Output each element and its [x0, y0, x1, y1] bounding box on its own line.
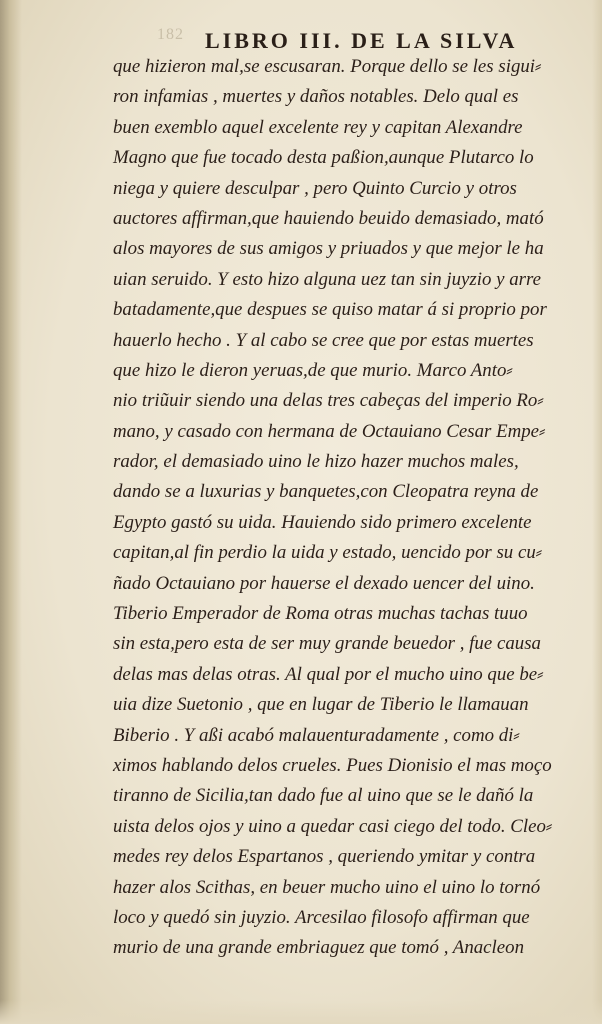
page-bottom-edge — [0, 1000, 602, 1024]
text-line: hauerlo hecho . Y al cabo se cree que por estas muertes — [113, 329, 534, 351]
text-line: hazer alos Scithas, en beuer mucho uino el uino lo tornó — [113, 876, 541, 898]
text-line: uista delos ojos y uino a quedar casi ciego del todo. Cleo⸗ — [113, 815, 553, 837]
text-line: buen exemblo aquel excelente rey y capitan Alexandre — [113, 116, 523, 138]
text-line: ron infamias , muertes y daños notables. Delo qual es — [113, 86, 519, 108]
text-line: Biberio . Y aßi acabó malauenturadamente , como di⸗ — [113, 724, 520, 746]
text-line: alos mayores de sus amigos y priuados y que mejor le ha — [113, 238, 544, 260]
text-line: mano, y casado con hermana de Octauiano Cesar Empe⸗ — [113, 420, 546, 442]
text-line: que hizieron mal,se escusaran. Porque dello se les sigui⸗ — [113, 56, 542, 77]
running-head: LIBRO III. DE LA SILVA — [205, 28, 518, 53]
text-line: ximos hablando delos crueles. Pues Dionisio el mas moço — [113, 754, 552, 776]
text-line: murio de una grande embriaguez que tomó , Anacleon — [113, 937, 525, 959]
text-line: medes rey delos Espartanos , queriendo ymitar y contra — [113, 846, 536, 868]
text-line: uian seruido. Y esto hizo alguna uez tan sin juyzio y arre — [113, 268, 542, 290]
text-line: uia dize Suetonio , que en lugar de Tiberio le llamauan — [113, 694, 529, 716]
text-line: sin esta,pero esta de ser muy grande beuedor , fue causa — [113, 633, 541, 655]
text-line: Egypto gastó su uida. Hauiendo sido primero excelente — [113, 511, 532, 533]
text-line: loco y quedó sin juyzio. Arcesilao filosofo affirman que — [113, 906, 530, 928]
text-line: tiranno de Sicilia,tan dado fue al uino que se le dañó la — [113, 785, 534, 807]
text-line: ñado Octauiano por hauerse el dexado uencer del uino. — [113, 572, 535, 594]
text-line: Magno que fue tocado desta paßion,aunque Plutarco lo — [113, 147, 534, 169]
text-line: nio triũuir siendo una delas tres cabeças del imperio Ro⸗ — [113, 390, 544, 412]
text-line: delas mas delas otras. Al qual por el mucho uino que be⸗ — [113, 663, 544, 685]
page-gutter-shadow — [0, 0, 22, 1024]
text-line: rador, el demasiado uino le hizo hazer muchos males, — [113, 451, 519, 473]
text-line: Tiberio Emperador de Roma otras muchas tachas tuuo — [113, 603, 528, 625]
text-line: niega y quiere desculpar , pero Quinto Curcio y otros — [113, 177, 517, 199]
text-line: batadamente,que despues se quiso matar á si proprio por — [113, 299, 547, 321]
text-line: capitan,al fin perdio la uida y estado, uencido por su cu⸗ — [113, 542, 543, 564]
folio-number-ghost: 182 — [157, 26, 184, 43]
text-line: dando se a luxurias y banquetes,con Cleopatra reyna de — [113, 481, 539, 503]
text-line: auctores affirman,que hauiendo beuido demasiado, mató — [113, 207, 544, 229]
text-line: que hizo le dieron yeruas,de que murio. Marco Anto⸗ — [113, 359, 513, 381]
body-text — [113, 52, 595, 964]
